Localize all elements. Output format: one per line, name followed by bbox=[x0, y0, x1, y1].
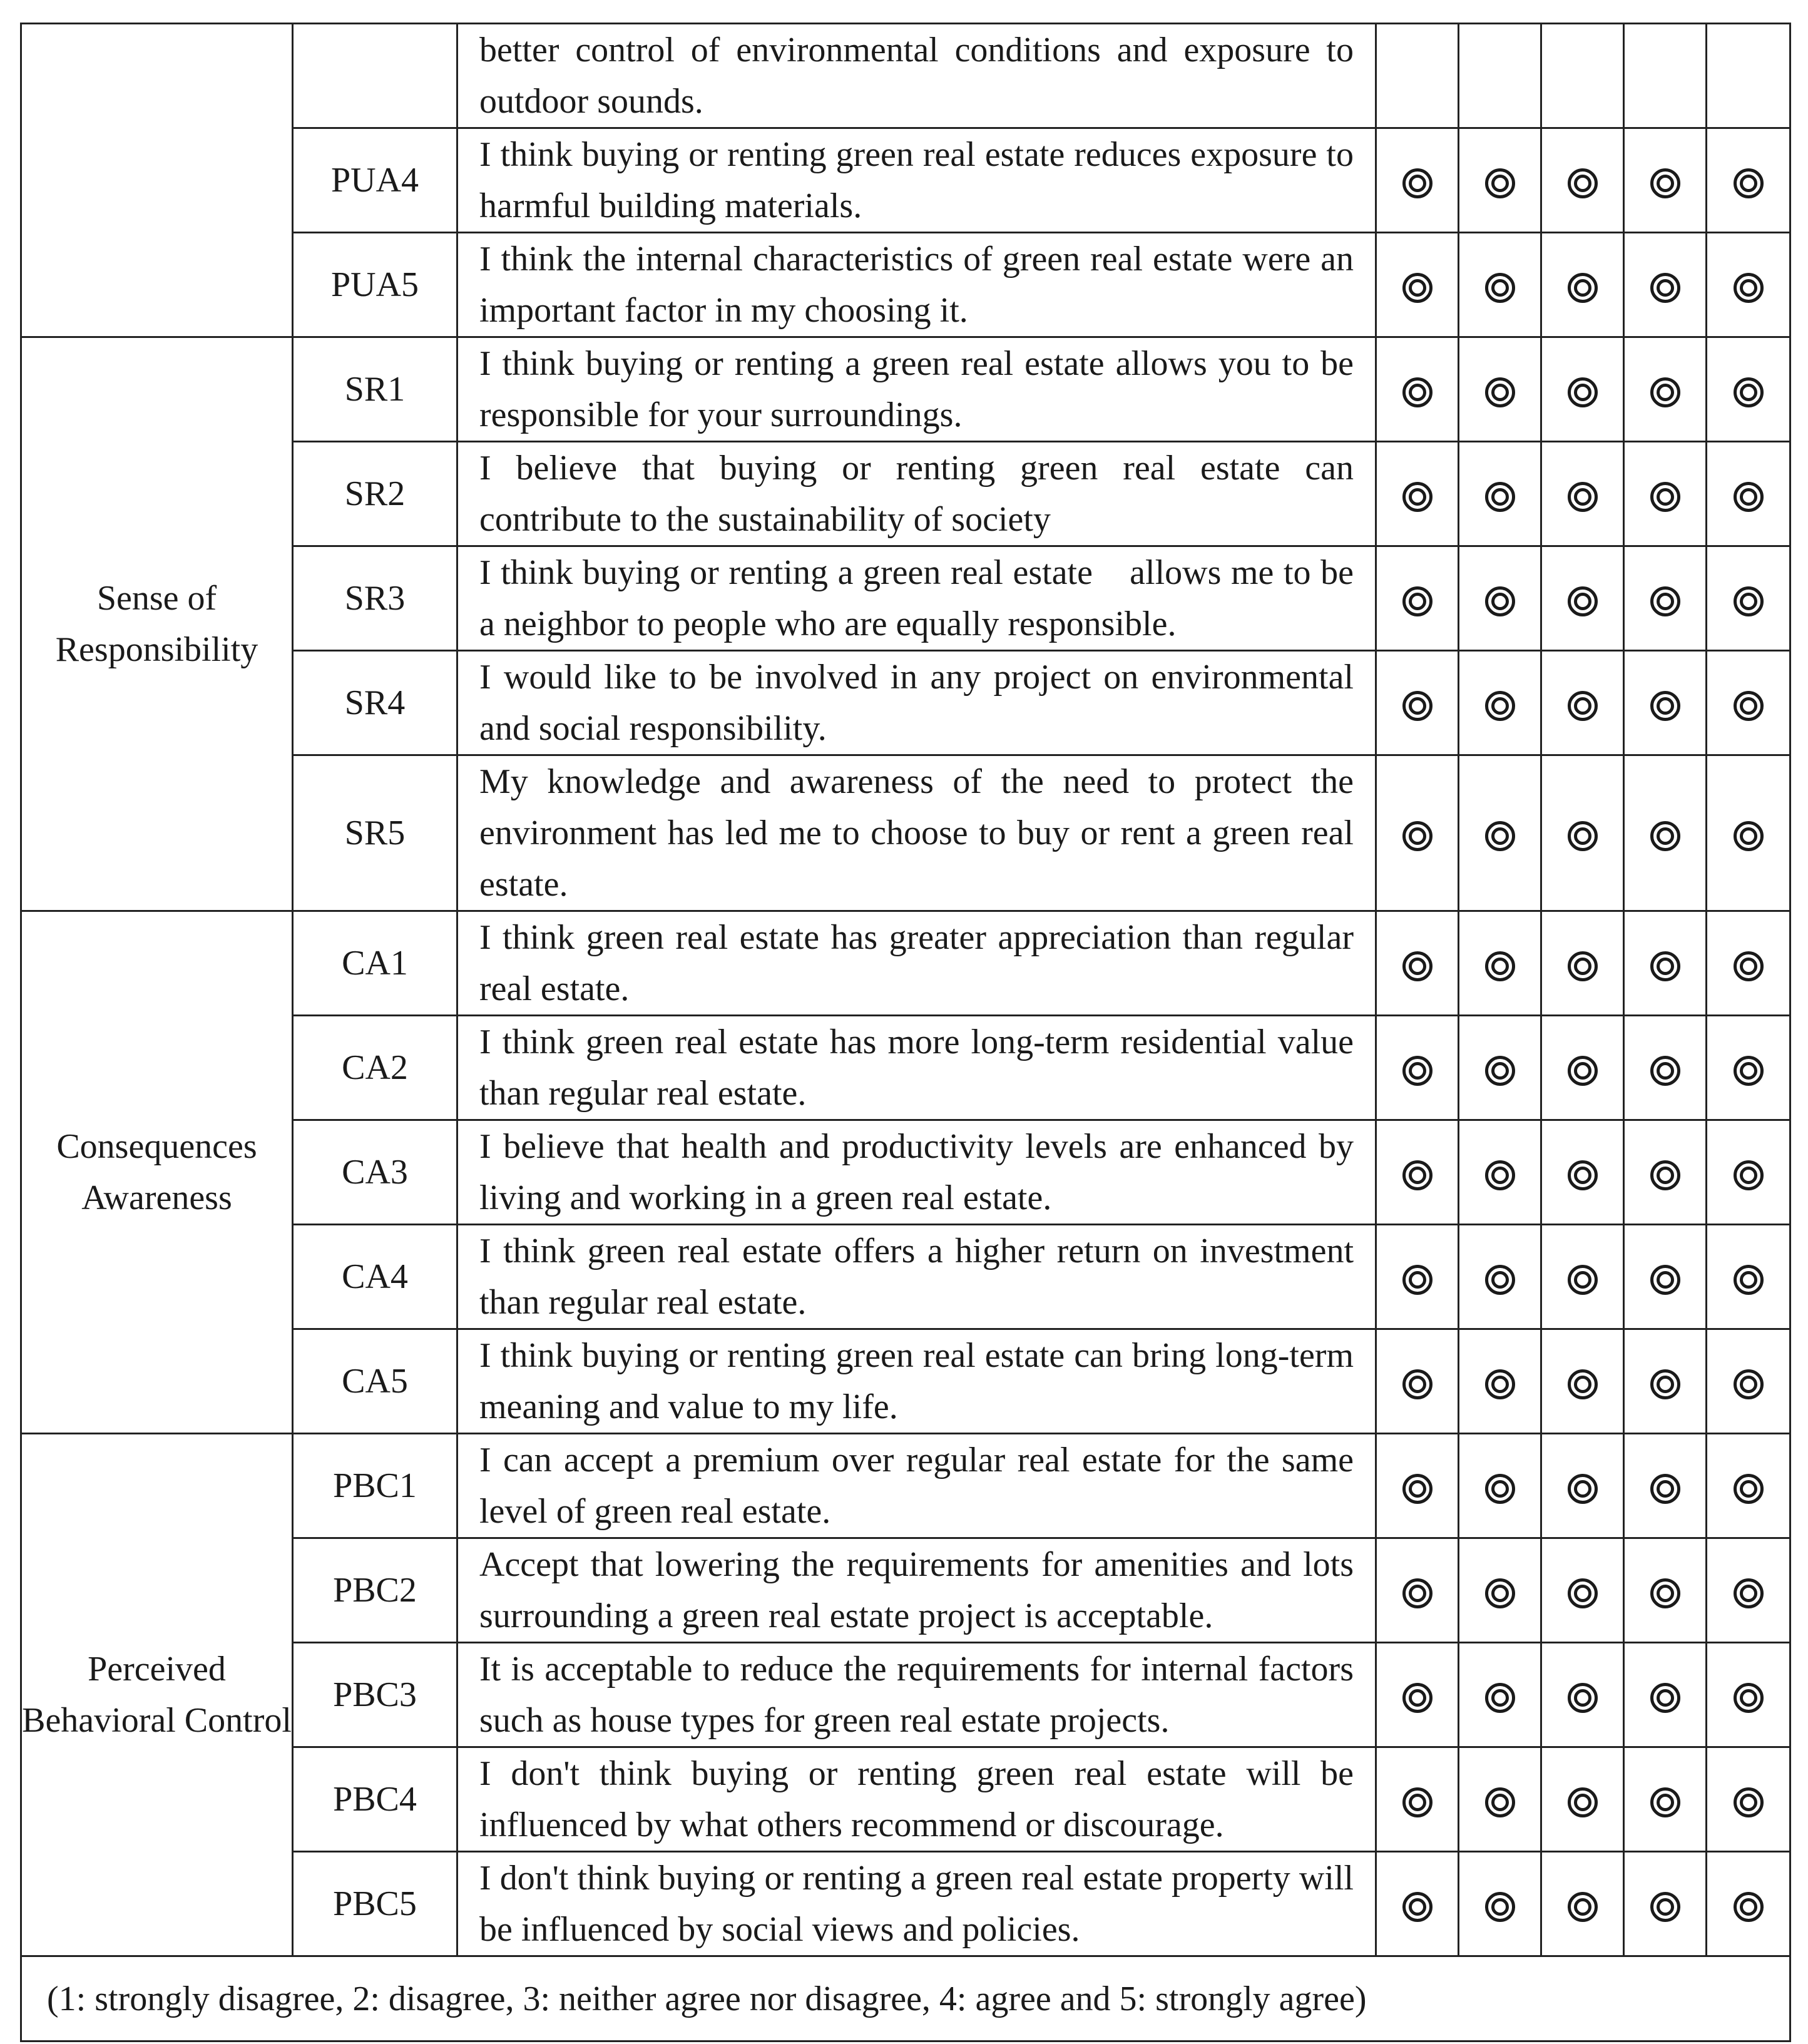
rating-option-3[interactable] bbox=[1541, 1225, 1624, 1329]
rating-option-3[interactable] bbox=[1541, 1434, 1624, 1538]
rating-option-2[interactable] bbox=[1459, 1538, 1541, 1643]
double-circle-icon bbox=[1402, 691, 1433, 721]
item-code: CA3 bbox=[293, 1120, 457, 1225]
double-circle-icon bbox=[1734, 586, 1764, 616]
double-circle-icon bbox=[1402, 951, 1433, 981]
construct-label: Consequences Awareness bbox=[21, 911, 293, 1434]
rating-option-4[interactable] bbox=[1624, 911, 1707, 1016]
double-circle-icon bbox=[1650, 1369, 1680, 1399]
rating-option-1[interactable] bbox=[1376, 128, 1459, 233]
double-circle-icon bbox=[1402, 1787, 1433, 1817]
double-circle-icon bbox=[1485, 586, 1515, 616]
item-code: PBC3 bbox=[293, 1643, 457, 1747]
double-circle-icon bbox=[1650, 1892, 1680, 1922]
rating-option-5[interactable] bbox=[1707, 546, 1790, 651]
rating-option-2[interactable] bbox=[1459, 1852, 1541, 1956]
double-circle-icon bbox=[1485, 168, 1515, 198]
questionnaire-table bbox=[20, 23, 1791, 2042]
rating-option-2[interactable] bbox=[1459, 337, 1541, 442]
rating-option-1[interactable] bbox=[1376, 1225, 1459, 1329]
double-circle-icon bbox=[1402, 586, 1433, 616]
rating-option-5[interactable] bbox=[1707, 755, 1790, 911]
rating-option-3[interactable] bbox=[1541, 1747, 1624, 1852]
double-circle-icon bbox=[1402, 1056, 1433, 1086]
rating-option-2[interactable] bbox=[1459, 233, 1541, 337]
double-circle-icon bbox=[1568, 1787, 1598, 1817]
rating-option-5[interactable] bbox=[1707, 1434, 1790, 1538]
rating-option-4[interactable] bbox=[1624, 337, 1707, 442]
item-statement: I think the internal characteristics of green real estate were an important factor in my choosing it. bbox=[457, 233, 1376, 337]
table-row bbox=[21, 1434, 1790, 1538]
rating-option-1[interactable] bbox=[1376, 233, 1459, 337]
double-circle-icon bbox=[1402, 168, 1433, 198]
rating-option-1[interactable] bbox=[1376, 1852, 1459, 1956]
rating-option-1[interactable] bbox=[1376, 337, 1459, 442]
double-circle-icon bbox=[1734, 821, 1764, 851]
rating-option-2[interactable] bbox=[1459, 1225, 1541, 1329]
double-circle-icon bbox=[1650, 377, 1680, 407]
rating-option-1[interactable] bbox=[1376, 1643, 1459, 1747]
construct-label bbox=[21, 24, 293, 337]
item-code: CA2 bbox=[293, 1016, 457, 1120]
rating-option-3[interactable] bbox=[1541, 651, 1624, 755]
item-code: SR3 bbox=[293, 546, 457, 651]
item-statement: I think buying or renting a green real estate allows me to be a neighbor to people who are equally responsible. bbox=[457, 546, 1376, 651]
table-row bbox=[21, 911, 1790, 1016]
double-circle-icon bbox=[1485, 1160, 1515, 1190]
double-circle-icon bbox=[1568, 273, 1598, 303]
rating-option-1[interactable] bbox=[1376, 442, 1459, 546]
double-circle-icon bbox=[1650, 273, 1680, 303]
double-circle-icon bbox=[1402, 377, 1433, 407]
rating-option-2[interactable] bbox=[1459, 1329, 1541, 1434]
double-circle-icon bbox=[1734, 1056, 1764, 1086]
rating-option-5[interactable] bbox=[1707, 1747, 1790, 1852]
rating-option-2[interactable] bbox=[1459, 128, 1541, 233]
rating-option-2 bbox=[1459, 24, 1541, 128]
rating-option-3[interactable] bbox=[1541, 233, 1624, 337]
rating-option-4[interactable] bbox=[1624, 1225, 1707, 1329]
rating-option-4[interactable] bbox=[1624, 1434, 1707, 1538]
rating-option-5[interactable] bbox=[1707, 337, 1790, 442]
double-circle-icon bbox=[1485, 1578, 1515, 1608]
double-circle-icon bbox=[1485, 377, 1515, 407]
rating-option-5[interactable] bbox=[1707, 1016, 1790, 1120]
rating-option-3[interactable] bbox=[1541, 1120, 1624, 1225]
double-circle-icon bbox=[1650, 1474, 1680, 1504]
item-code: CA1 bbox=[293, 911, 457, 1016]
double-circle-icon bbox=[1650, 1265, 1680, 1295]
double-circle-icon bbox=[1485, 821, 1515, 851]
rating-option-5[interactable] bbox=[1707, 651, 1790, 755]
item-statement: I think buying or renting green real estate can bring long-term meaning and value to my life. bbox=[457, 1329, 1376, 1434]
rating-option-2[interactable] bbox=[1459, 1434, 1541, 1538]
rating-option-1[interactable] bbox=[1376, 1747, 1459, 1852]
double-circle-icon bbox=[1402, 1474, 1433, 1504]
item-code: SR1 bbox=[293, 337, 457, 442]
double-circle-icon bbox=[1485, 482, 1515, 512]
rating-option-3[interactable] bbox=[1541, 755, 1624, 911]
item-statement: I don't think buying or renting a green real estate property will be influenced by social views and policies. bbox=[457, 1852, 1376, 1956]
double-circle-icon bbox=[1485, 273, 1515, 303]
double-circle-icon bbox=[1734, 1892, 1764, 1922]
rating-option-1[interactable] bbox=[1376, 1120, 1459, 1225]
double-circle-icon bbox=[1568, 482, 1598, 512]
double-circle-icon bbox=[1402, 273, 1433, 303]
double-circle-icon bbox=[1485, 1683, 1515, 1713]
double-circle-icon bbox=[1568, 1892, 1598, 1922]
rating-option-5[interactable] bbox=[1707, 1329, 1790, 1434]
double-circle-icon bbox=[1650, 951, 1680, 981]
double-circle-icon bbox=[1485, 1369, 1515, 1399]
item-statement: My knowledge and awareness of the need to protect the environment has led me to choose to buy or rent a green real estate. bbox=[457, 755, 1376, 911]
double-circle-icon bbox=[1485, 1265, 1515, 1295]
rating-option-4[interactable] bbox=[1624, 233, 1707, 337]
double-circle-icon bbox=[1568, 1578, 1598, 1608]
construct-label: Sense of Responsibility bbox=[21, 337, 293, 911]
rating-option-1[interactable] bbox=[1376, 546, 1459, 651]
footnote-row bbox=[21, 1956, 1790, 2041]
item-code: PUA5 bbox=[293, 233, 457, 337]
rating-option-3[interactable] bbox=[1541, 1329, 1624, 1434]
double-circle-icon bbox=[1402, 1683, 1433, 1713]
rating-option-4[interactable] bbox=[1624, 128, 1707, 233]
item-code: CA5 bbox=[293, 1329, 457, 1434]
item-code: PUA4 bbox=[293, 128, 457, 233]
item-code: SR2 bbox=[293, 442, 457, 546]
double-circle-icon bbox=[1650, 1056, 1680, 1086]
double-circle-icon bbox=[1734, 1474, 1764, 1504]
rating-option-1[interactable] bbox=[1376, 1016, 1459, 1120]
item-code: SR5 bbox=[293, 755, 457, 911]
double-circle-icon bbox=[1650, 586, 1680, 616]
double-circle-icon bbox=[1568, 377, 1598, 407]
rating-option-4[interactable] bbox=[1624, 1016, 1707, 1120]
rating-option-5[interactable] bbox=[1707, 1643, 1790, 1747]
double-circle-icon bbox=[1568, 821, 1598, 851]
rating-option-5[interactable] bbox=[1707, 1120, 1790, 1225]
rating-option-4[interactable] bbox=[1624, 546, 1707, 651]
rating-option-4[interactable] bbox=[1624, 1747, 1707, 1852]
double-circle-icon bbox=[1568, 1369, 1598, 1399]
double-circle-icon bbox=[1650, 482, 1680, 512]
double-circle-icon bbox=[1650, 1683, 1680, 1713]
item-statement: I can accept a premium over regular real estate for the same level of green real estate. bbox=[457, 1434, 1376, 1538]
rating-option-1[interactable] bbox=[1376, 1538, 1459, 1643]
rating-option-2[interactable] bbox=[1459, 1643, 1541, 1747]
double-circle-icon bbox=[1485, 1892, 1515, 1922]
double-circle-icon bbox=[1650, 691, 1680, 721]
rating-option-2[interactable] bbox=[1459, 1016, 1541, 1120]
item-statement: I think green real estate has more long-term residential value than regular real estate. bbox=[457, 1016, 1376, 1120]
rating-option-3[interactable] bbox=[1541, 1538, 1624, 1643]
double-circle-icon bbox=[1568, 691, 1598, 721]
rating-option-3[interactable] bbox=[1541, 442, 1624, 546]
double-circle-icon bbox=[1402, 1369, 1433, 1399]
double-circle-icon bbox=[1734, 377, 1764, 407]
rating-option-3[interactable] bbox=[1541, 1643, 1624, 1747]
double-circle-icon bbox=[1650, 1578, 1680, 1608]
item-code bbox=[293, 24, 457, 128]
double-circle-icon bbox=[1734, 168, 1764, 198]
item-statement: I would like to be involved in any project on environmental and social responsibility. bbox=[457, 651, 1376, 755]
table-row bbox=[21, 24, 1790, 128]
double-circle-icon bbox=[1402, 1265, 1433, 1295]
rating-option-2[interactable] bbox=[1459, 755, 1541, 911]
item-code: PBC4 bbox=[293, 1747, 457, 1852]
rating-option-1[interactable] bbox=[1376, 911, 1459, 1016]
double-circle-icon bbox=[1568, 1056, 1598, 1086]
rating-option-4[interactable] bbox=[1624, 651, 1707, 755]
rating-option-3[interactable] bbox=[1541, 1852, 1624, 1956]
rating-option-4 bbox=[1624, 24, 1707, 128]
rating-option-2[interactable] bbox=[1459, 651, 1541, 755]
double-circle-icon bbox=[1734, 1160, 1764, 1190]
rating-option-3[interactable] bbox=[1541, 128, 1624, 233]
rating-option-3[interactable] bbox=[1541, 911, 1624, 1016]
item-statement: It is acceptable to reduce the requirements for internal factors such as house types for green real estate projects. bbox=[457, 1643, 1376, 1747]
rating-option-2[interactable] bbox=[1459, 1747, 1541, 1852]
double-circle-icon bbox=[1402, 1892, 1433, 1922]
double-circle-icon bbox=[1734, 482, 1764, 512]
double-circle-icon bbox=[1485, 691, 1515, 721]
rating-option-4[interactable] bbox=[1624, 1852, 1707, 1956]
rating-option-3[interactable] bbox=[1541, 546, 1624, 651]
item-statement: I believe that buying or renting green real estate can contribute to the sustainability of society bbox=[457, 442, 1376, 546]
double-circle-icon bbox=[1734, 1683, 1764, 1713]
double-circle-icon bbox=[1568, 951, 1598, 981]
rating-option-1[interactable] bbox=[1376, 1329, 1459, 1434]
double-circle-icon bbox=[1485, 1056, 1515, 1086]
rating-option-5[interactable] bbox=[1707, 442, 1790, 546]
rating-option-4[interactable] bbox=[1624, 1120, 1707, 1225]
item-statement: I think green real estate offers a higher return on investment than regular real estate. bbox=[457, 1225, 1376, 1329]
rating-option-5[interactable] bbox=[1707, 911, 1790, 1016]
rating-option-5 bbox=[1707, 24, 1790, 128]
item-code: PBC1 bbox=[293, 1434, 457, 1538]
rating-option-2[interactable] bbox=[1459, 546, 1541, 651]
rating-option-1[interactable] bbox=[1376, 1434, 1459, 1538]
rating-option-5[interactable] bbox=[1707, 1225, 1790, 1329]
double-circle-icon bbox=[1568, 586, 1598, 616]
double-circle-icon bbox=[1734, 951, 1764, 981]
rating-option-1 bbox=[1376, 24, 1459, 128]
rating-option-5[interactable] bbox=[1707, 1852, 1790, 1956]
construct-label: Perceived Behavioral Control bbox=[21, 1434, 293, 1956]
double-circle-icon bbox=[1485, 1474, 1515, 1504]
double-circle-icon bbox=[1734, 691, 1764, 721]
item-statement: I think green real estate has greater appreciation than regular real estate. bbox=[457, 911, 1376, 1016]
table-row bbox=[21, 337, 1790, 442]
double-circle-icon bbox=[1734, 1578, 1764, 1608]
rating-option-2[interactable] bbox=[1459, 911, 1541, 1016]
double-circle-icon bbox=[1485, 1787, 1515, 1817]
double-circle-icon bbox=[1650, 1160, 1680, 1190]
double-circle-icon bbox=[1734, 1265, 1764, 1295]
double-circle-icon bbox=[1650, 168, 1680, 198]
rating-option-4[interactable] bbox=[1624, 1329, 1707, 1434]
double-circle-icon bbox=[1485, 951, 1515, 981]
double-circle-icon bbox=[1568, 1265, 1598, 1295]
double-circle-icon bbox=[1402, 482, 1433, 512]
rating-option-3[interactable] bbox=[1541, 1016, 1624, 1120]
item-statement: Accept that lowering the requirements for amenities and lots surrounding a green real estate project is acceptable. bbox=[457, 1538, 1376, 1643]
rating-option-5[interactable] bbox=[1707, 1538, 1790, 1643]
item-statement: I believe that health and productivity levels are enhanced by living and working in a green real estate. bbox=[457, 1120, 1376, 1225]
rating-option-4[interactable] bbox=[1624, 442, 1707, 546]
rating-option-1[interactable] bbox=[1376, 755, 1459, 911]
double-circle-icon bbox=[1402, 821, 1433, 851]
item-statement: I don't think buying or renting green real estate will be influenced by what others recommend or discourage. bbox=[457, 1747, 1376, 1852]
item-code: SR4 bbox=[293, 651, 457, 755]
item-statement: I think buying or renting green real estate reduces exposure to harmful building materials. bbox=[457, 128, 1376, 233]
rating-option-5[interactable] bbox=[1707, 128, 1790, 233]
rating-option-3 bbox=[1541, 24, 1624, 128]
rating-option-2[interactable] bbox=[1459, 442, 1541, 546]
double-circle-icon bbox=[1568, 1160, 1598, 1190]
item-statement: I think buying or renting a green real estate allows you to be responsible for your surroundings. bbox=[457, 337, 1376, 442]
double-circle-icon bbox=[1734, 1787, 1764, 1817]
scale-footnote: (1: strongly disagree, 2: disagree, 3: neither agree nor disagree, 4: agree and 5: strongly agree) bbox=[21, 1956, 1790, 2041]
rating-option-4[interactable] bbox=[1624, 1538, 1707, 1643]
double-circle-icon bbox=[1568, 1474, 1598, 1504]
rating-option-4[interactable] bbox=[1624, 1643, 1707, 1747]
double-circle-icon bbox=[1568, 1683, 1598, 1713]
double-circle-icon bbox=[1568, 168, 1598, 198]
rating-option-1[interactable] bbox=[1376, 651, 1459, 755]
double-circle-icon bbox=[1402, 1578, 1433, 1608]
double-circle-icon bbox=[1734, 1369, 1764, 1399]
rating-option-5[interactable] bbox=[1707, 233, 1790, 337]
double-circle-icon bbox=[1650, 821, 1680, 851]
double-circle-icon bbox=[1734, 273, 1764, 303]
rating-option-3[interactable] bbox=[1541, 337, 1624, 442]
rating-option-4[interactable] bbox=[1624, 755, 1707, 911]
item-code: CA4 bbox=[293, 1225, 457, 1329]
item-code: PBC2 bbox=[293, 1538, 457, 1643]
item-statement: better control of environmental conditions and exposure to outdoor sounds. bbox=[457, 24, 1376, 128]
double-circle-icon bbox=[1402, 1160, 1433, 1190]
rating-option-2[interactable] bbox=[1459, 1120, 1541, 1225]
double-circle-icon bbox=[1650, 1787, 1680, 1817]
item-code: PBC5 bbox=[293, 1852, 457, 1956]
